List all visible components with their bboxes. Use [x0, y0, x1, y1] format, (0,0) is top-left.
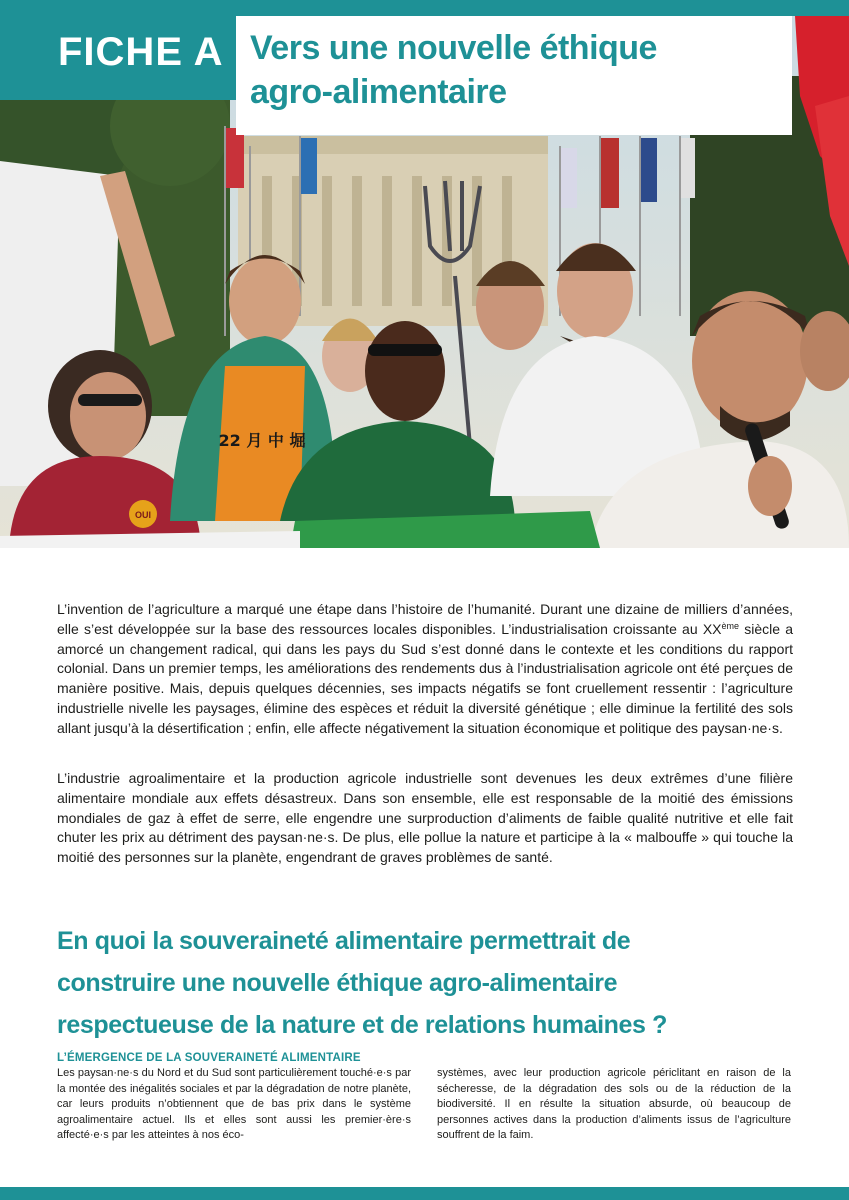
title-line-2: agro-alimentaire: [250, 73, 507, 111]
intro-paragraph-1: [57, 600, 793, 739]
question-line-3: respectueuse de la nature et de relations humaines ?: [57, 1011, 667, 1039]
question-line-2: construire une nouvelle éthique agro-alimentaire: [57, 969, 618, 997]
intro-p1-superscript: ème: [721, 620, 740, 631]
sign-text: OUI: [134, 510, 152, 520]
title-line-1: Vers une nouvelle éthique: [250, 29, 657, 67]
fiche-label: FICHE A: [0, 16, 236, 100]
bottom-accent-band: [0, 1187, 849, 1200]
page-title: [250, 26, 792, 114]
shirt-text: 22 月 中 堀: [218, 431, 306, 450]
intro-paragraph-2: L’industrie agroalimentaire et la production agricole industrielle sont devenues les deux extrêmes d’une filière alimentaire mondiale aux effets désastreux. Dans son ensemble, elle est responsable de la moitié des émissions mondiales de gaz à effet de serre, elle engendre une surproduction d’aliments de faible qualité nutritive et elle fait chuter les prix au détriment des paysan·ne·s. De plus, elle pollue la nature et participe à la « malbouffe » qui touche la moitié des personnes sur la planète, engendrant de graves problèmes de santé.: [57, 770, 793, 866]
title-box: [236, 16, 792, 135]
column-right: systèmes, avec leur production agricole périclitant en raison de la sécheresse, de la dégradation des sols ou de la réduction de la biodiversité. Il en résulte la situation absurde, où beaucoup de personnes actives dans la production d’aliments issus de l’agriculture souffrent de la faim.: [437, 1067, 791, 1142]
section-heading: L’ÉMERGENCE DE LA SOUVERAINETÉ ALIMENTAIRE: [57, 1052, 361, 1064]
question-line-1: En quoi la souveraineté alimentaire permettrait de: [57, 927, 631, 955]
top-accent-band: [0, 0, 849, 16]
intro-p1-part-a: L’invention de l’agriculture a marqué une étape dans l’histoire de l’humanité. Durant une dizaine de milliers d’années, elle s’est développée sur la base des ressources locales disponibles. L’industrialisation croissante au XX: [57, 601, 793, 637]
intro-p1-part-b: siècle a amorcé un changement radical, qui dans les pays du Sud s’est donné dans le contexte et les conditions du rapport colonial. Dans un premier temps, les améliorations des rendements dus à l’industrialisation agricole ont été perçues de manière positive. Mais, depuis quelques décennies, ses impacts négatifs se font cruellement ressentir : l’agriculture industrielle nivelle les paysages, élimine des espèces et réduit la diversité génétique ; elle diminue la fertilité des sols allant jusqu’à la désertification ; enfin, elle affecte négativement la situation économique et politique des paysan·ne·s.: [57, 620, 794, 736]
section-question: [57, 920, 797, 1046]
column-left: Les paysan·ne·s du Nord et du Sud sont particulièrement touché·e·s par la montée des inégalités sociales et par la dégradation de notre planète, car leurs produits n’obtiennent que de bas prix dans le système agroalimentaire actuel. Ils et elles sont aussi les premier·ère·s affecté·e·s par les atteintes à nos éco-: [57, 1067, 411, 1142]
